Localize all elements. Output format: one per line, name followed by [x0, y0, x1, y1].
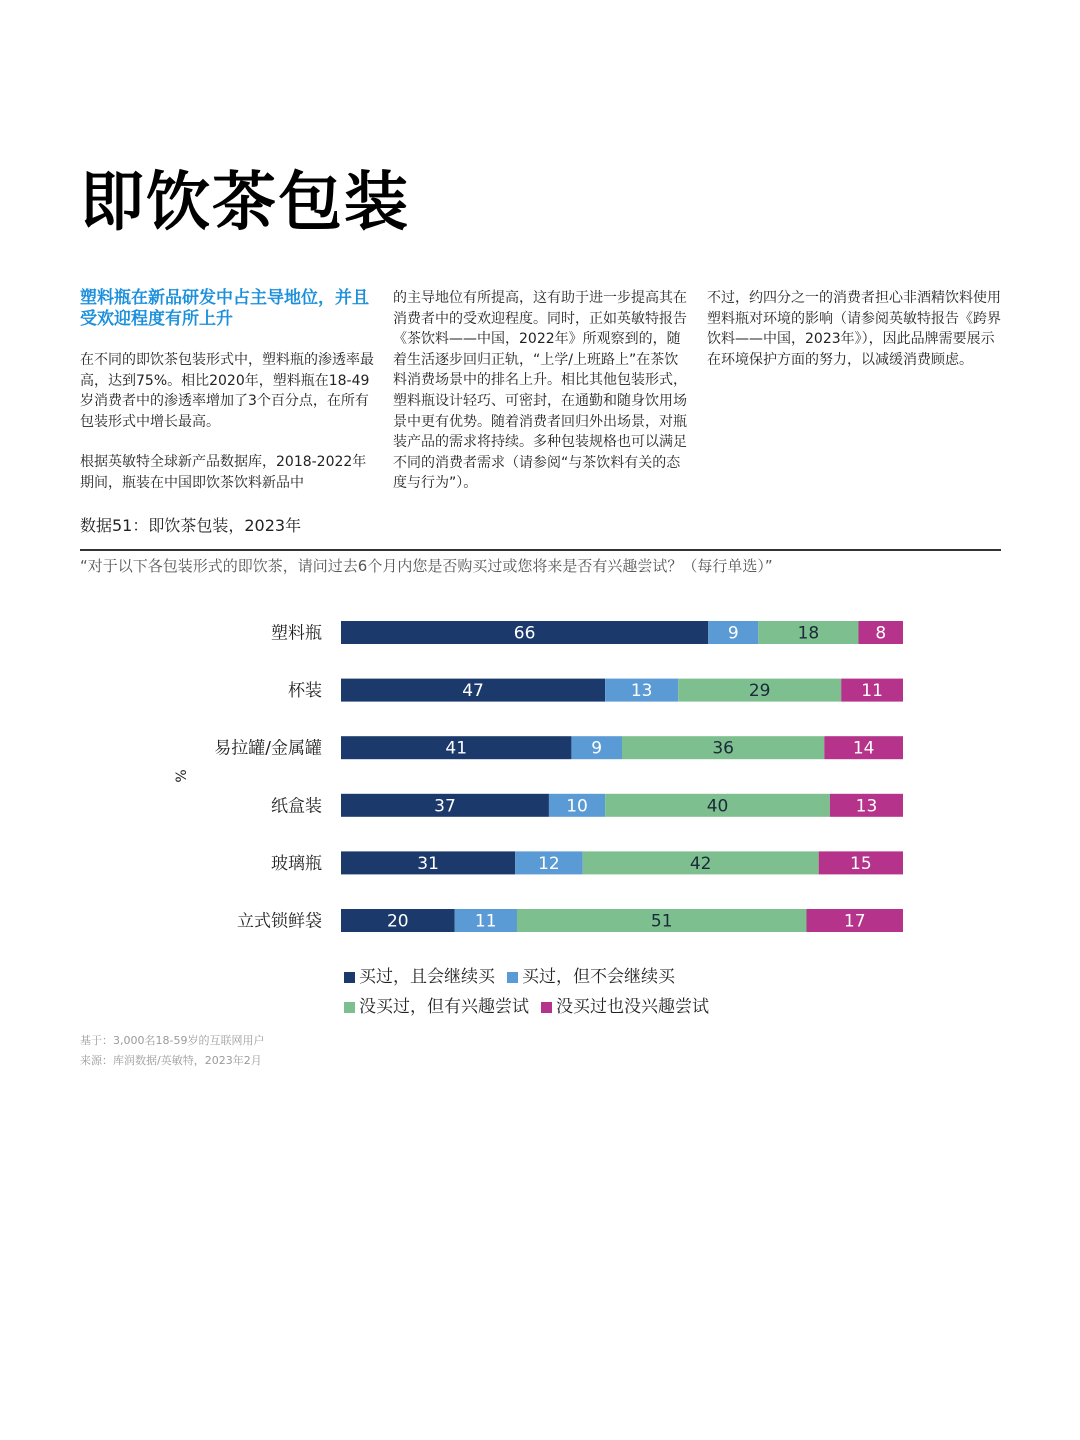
- legend-label: 没买过，但有兴趣尝试: [359, 997, 529, 1017]
- data-label: 18: [797, 623, 820, 644]
- data-label: 51: [650, 911, 673, 932]
- legend-swatch: [344, 1002, 355, 1013]
- data-label: 8: [875, 623, 887, 644]
- data-label: 31: [417, 853, 439, 874]
- data-label: 9: [591, 738, 603, 759]
- data-label: 41: [445, 738, 468, 759]
- category-label: 玻璃瓶: [271, 853, 322, 874]
- category-label: 易拉罐/金属罐: [214, 738, 322, 759]
- stacked-bar-chart: [0, 590, 1080, 960]
- axis-label: %: [174, 769, 190, 783]
- data-label: 37: [434, 796, 456, 817]
- data-label: 12: [538, 853, 560, 874]
- page-title: 即饮茶包装: [80, 166, 410, 240]
- data-label: 15: [850, 853, 872, 874]
- legend-label: 买过，但不会继续买: [522, 967, 675, 987]
- data-label: 29: [748, 681, 771, 702]
- legend-label: 买过，且会继续买: [359, 967, 495, 987]
- legend-item: [344, 962, 495, 992]
- data-label: 10: [566, 796, 588, 817]
- data-label: 20: [386, 911, 409, 932]
- survey-question: “对于以下各包装形式的即饮茶，请问过去6个月内您是否购买过或您将来是否有兴趣尝试？（每行单选）”: [80, 557, 773, 575]
- paragraph-1: 在不同的即饮茶包装形式中，塑料瓶的渗透率最高，达到75%。相比2020年，塑料瓶在18-49岁消费者中的渗透率增加了3个百分点，在所有包装形式中增长最高。: [80, 352, 374, 430]
- category-label: 杯装: [288, 681, 322, 702]
- section-subhead: 塑料瓶在新品研发中占主导地位，并且受欢迎程度有所上升: [80, 288, 369, 329]
- data-label: 11: [861, 681, 883, 702]
- text-column-1: [80, 288, 376, 514]
- data-label: 47: [462, 681, 484, 702]
- legend-label: 没买过也没兴趣尝试: [556, 997, 709, 1017]
- data-label: 13: [630, 681, 653, 702]
- paragraph-3: 的主导地位有所提高，这有助于进一步提高其在消费者中的受欢迎程度。同时，正如英敏特报告《茶饮料——中国，2022年》所观察到的，随着生活逐步回归正轨，“上学/上班路上”在茶饮料消费场景中的排名上升。相比其他包装形式，塑料瓶设计轻巧、可密封，在通勤和随身饮用场景中更有优势。随着消费者回归外出场景，对瓶装产品的需求将持续。多种包装规格也可以满足不同的消费者需求（请参阅“与茶饮料有关的态度与行为”）。: [393, 290, 687, 492]
- legend-swatch: [541, 1002, 552, 1013]
- data-label: 9: [727, 623, 739, 644]
- footnote-base: 基于：3,000名18-59岁的互联网用户: [80, 1034, 265, 1047]
- paragraph-4: 不过，约四分之一的消费者担心非酒精饮料使用塑料瓶对环境的影响（请参阅英敏特报告《跨界饮料——中国，2023年》），因此品牌需要展示在环境保护方面的努力，以减缓消费顾虑。: [707, 290, 1001, 368]
- data-label: 36: [712, 738, 734, 759]
- legend-swatch: [507, 972, 518, 983]
- legend-item: [507, 962, 675, 992]
- data-label: 11: [474, 911, 497, 932]
- text-column-2: [393, 288, 691, 514]
- text-column-3: [707, 288, 1003, 390]
- divider: [80, 549, 1001, 551]
- data-label: 17: [843, 911, 866, 932]
- data-label: 14: [852, 738, 875, 759]
- figure-title: 数据51：即饮茶包装，2023年: [80, 516, 302, 535]
- legend-item: [344, 992, 529, 1022]
- legend-swatch: [344, 972, 355, 983]
- category-label: 纸盒装: [271, 796, 322, 817]
- data-label: 42: [689, 853, 712, 874]
- data-label: 40: [706, 796, 729, 817]
- footnote-source: 来源：库润数据/英敏特，2023年2月: [80, 1054, 262, 1067]
- legend-item: [541, 992, 709, 1022]
- paragraph-2: 根据英敏特全球新产品数据库，2018-2022年期间，瓶装在中国即饮茶饮料新品中: [80, 454, 367, 491]
- chart-legend: [344, 962, 721, 1022]
- data-label: 66: [513, 623, 536, 644]
- category-label: 立式锁鲜袋: [237, 911, 322, 932]
- category-label: 塑料瓶: [271, 623, 322, 644]
- data-label: 13: [855, 796, 878, 817]
